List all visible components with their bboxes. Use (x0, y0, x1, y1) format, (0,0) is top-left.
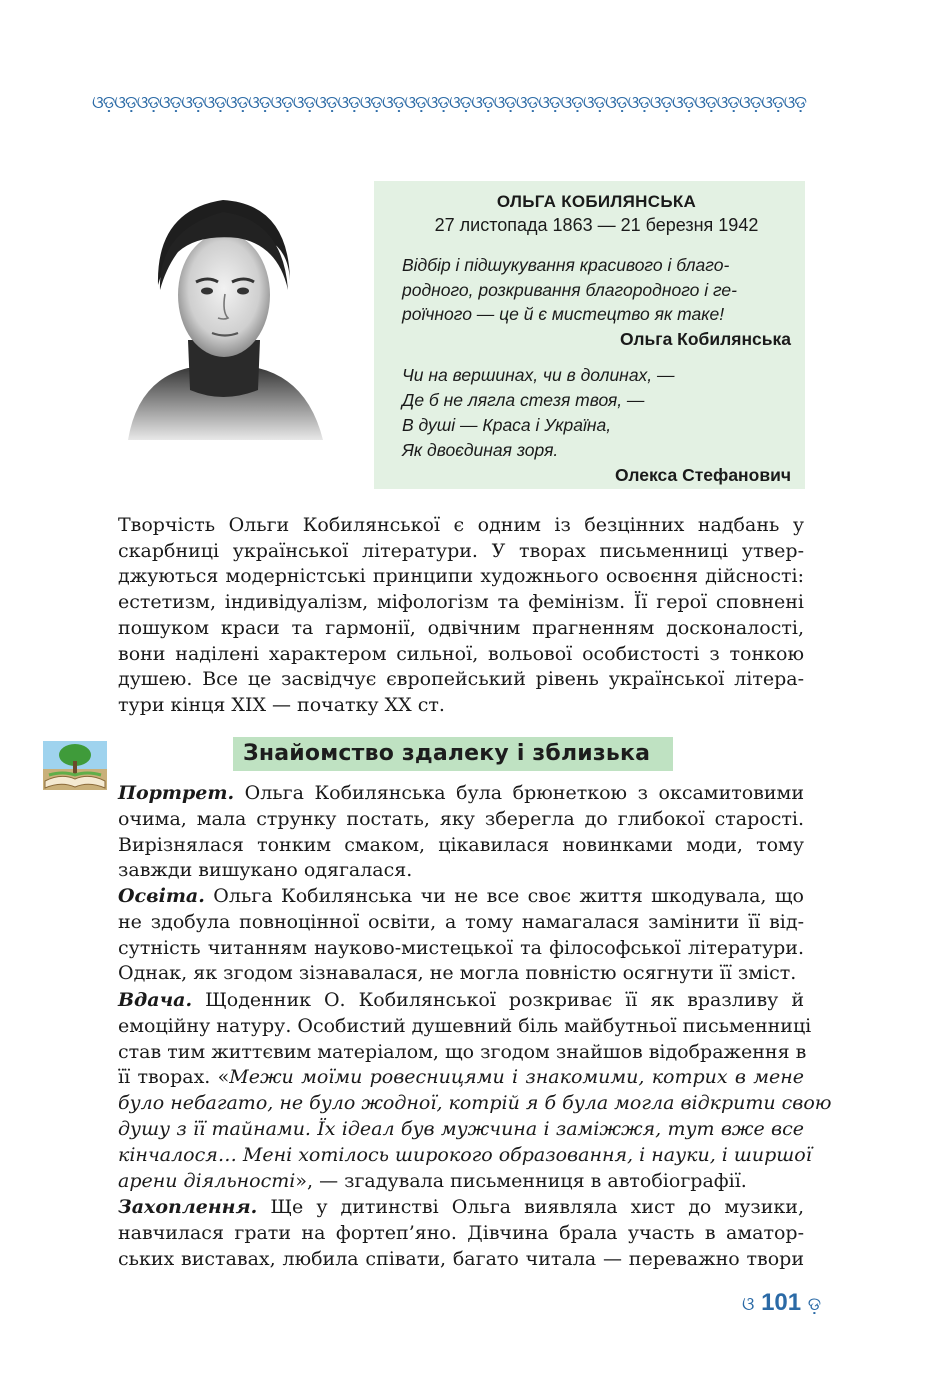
text-line: джуються модерністські принципи художнього освоєння дійсності: (118, 565, 804, 588)
text-line: естетизм, індивідуалізм, міфологізм та фемінізм. Її герої сповнені (118, 591, 804, 614)
text-line: скарбниці української літератури. У творах письменниці утвер- (118, 539, 804, 562)
text-line: тури кінця XIX — початку XX ст. (118, 693, 445, 716)
text-line (118, 781, 804, 807)
quote-author: Ольга Кобилянська (620, 328, 791, 349)
page-number-value: 101 (761, 1289, 802, 1316)
poem-line: Де б не лягла стезя твоя, — (402, 389, 645, 410)
poem-line: В душі — Краса і Україна, (402, 414, 612, 435)
page-ornament-right: ଡ଼ (807, 1294, 822, 1315)
portrait-illustration (118, 190, 328, 440)
text-line (118, 1091, 832, 1117)
temper-paragraph (118, 988, 832, 1194)
text-span: Щоденник О. Кобилянської розкриває її як вразливу й (192, 989, 804, 1011)
text-line (118, 1065, 804, 1091)
quote-line: роїчного — це й є мистецтво як таке! (402, 304, 725, 324)
text-span: Ольга Кобилянська була брюнеткою з оксамитовими (234, 782, 804, 804)
paragraph-term: Вдача. (118, 989, 193, 1011)
text-span: її творах. « (118, 1066, 230, 1089)
text-line: Творчість Ольги Кобилянської є одним із безцінних надбань у (118, 514, 804, 536)
quote-line: Відбір і підшукування красивого і благо- (402, 255, 730, 275)
text-line (118, 1117, 804, 1143)
poem-author: Олекса Стефанович (615, 464, 791, 485)
poem-line: Чи на вершинах, чи в долинах, — (402, 364, 675, 385)
poem-epigraph (402, 363, 791, 463)
autobiography-quote: арени діяльності (118, 1169, 296, 1192)
text-line: емоційну натуру. Особистий душевний біль майбутньої письменниці (118, 1014, 812, 1037)
writer-dates: 27 листопада 1863 — 21 березня 1942 (434, 215, 759, 235)
epigraph-box (374, 181, 805, 489)
text-line: Вирізнялася тонким смаком, цікавилася новинками моди, тому (118, 833, 804, 856)
writer-quote (402, 253, 791, 327)
paragraph-term: Освіта. (118, 885, 205, 907)
quote-line: родного, розкривання благородного і ге- (402, 279, 737, 300)
autobiography-quote: кінчалося… Мені хотілось широкого образовання, і науки, і ширшої (118, 1143, 812, 1166)
text-line: очима, мала струнку постать, яку зберегла до глибокої старості. (118, 807, 804, 830)
text-line (118, 988, 804, 1014)
text-line: душею. Все це засвідчує європейський рівень української літера- (118, 668, 804, 691)
top-ornament-border: ଓଡ଼ଓଡ଼ଓଡ଼ଓଡ଼ଓଡ଼ଓଡ଼ଓଡ଼ଓଡ଼ଓଡ଼ଓଡ଼ଓଡ଼ଓଡ଼ଓଡ଼ଓଡ଼ଓଡ଼ଓଡ଼ଓଡ଼ଓଡ଼ଓଡ଼ଓଡ଼ଓଡ଼ଓଡ଼ଓଡ଼ଓଡ଼ଓଡ଼ଓଡ଼ଓଡ଼ଓଡ଼ଓଡ଼ଓଡ଼ଓଡ଼ଓଡ଼ (92, 93, 806, 113)
text-line (118, 1195, 804, 1221)
text-line: не здобула повноцінної освіти, а тому намагалася замінити її від- (118, 910, 804, 933)
text-line (118, 1169, 804, 1195)
text-span: », — згадувала письменниця в автобіографії. (295, 1169, 747, 1192)
text-line (118, 1143, 812, 1169)
text-span: Ольга Кобилянська чи не все своє життя шкодувала, що (204, 885, 804, 907)
text-line: Однак, як згодом зізнавалася, не могла повністю осягнути її зміст. (118, 962, 797, 985)
text-line: став тим життєвим матеріалом, що згодом знайшов відображення в (118, 1040, 807, 1063)
text-line: ських виставах, любила співати, багато читала — переважно твори (118, 1247, 804, 1270)
text-line: навчилася грати на фортеп’яно. Дівчина брала участь в аматор- (118, 1221, 804, 1244)
section-title: Знайомство здалеку і зблизька (233, 737, 673, 771)
paragraph-term: Портрет. (118, 782, 235, 804)
page-ornament-left: ଓ (742, 1294, 755, 1315)
open-book-tree-icon (43, 741, 107, 790)
autobiography-quote: душу з її тайнами. Їх ідеал був мужчина і заміжжя, тут вже все (118, 1117, 804, 1140)
autobiography-quote: Межи моїми ровесницями і знакомими, котрих в мене (229, 1066, 804, 1089)
text-line (118, 884, 804, 910)
text-line: пошуком краси та гармонії, одвічним прагненням досконалості, (118, 616, 804, 639)
text-line: сутність читанням науково-мистецької та філософської літератури. (118, 936, 804, 959)
hobby-paragraph (118, 1195, 804, 1272)
poem-line: Як двоєдиная зоря. (402, 439, 559, 460)
intro-paragraph (118, 513, 804, 719)
writer-name: ОЛЬГА КОБИЛЯНСЬКА (496, 192, 697, 211)
autobiography-quote: було небагато, не було жодної, котрій я б була могла відкрити свою (118, 1092, 832, 1115)
text-span: Ще у дитинстві Ольга виявляла хист до музики, (257, 1196, 804, 1218)
page-number (742, 1288, 821, 1318)
education-paragraph (118, 884, 804, 987)
text-line: завжди вишукано одягалася. (118, 859, 413, 882)
portrait-paragraph (118, 781, 804, 884)
text-line: вони наділені характером сильної, вольової особистості з тонкою (118, 642, 804, 665)
paragraph-term: Захоплення. (118, 1196, 258, 1218)
